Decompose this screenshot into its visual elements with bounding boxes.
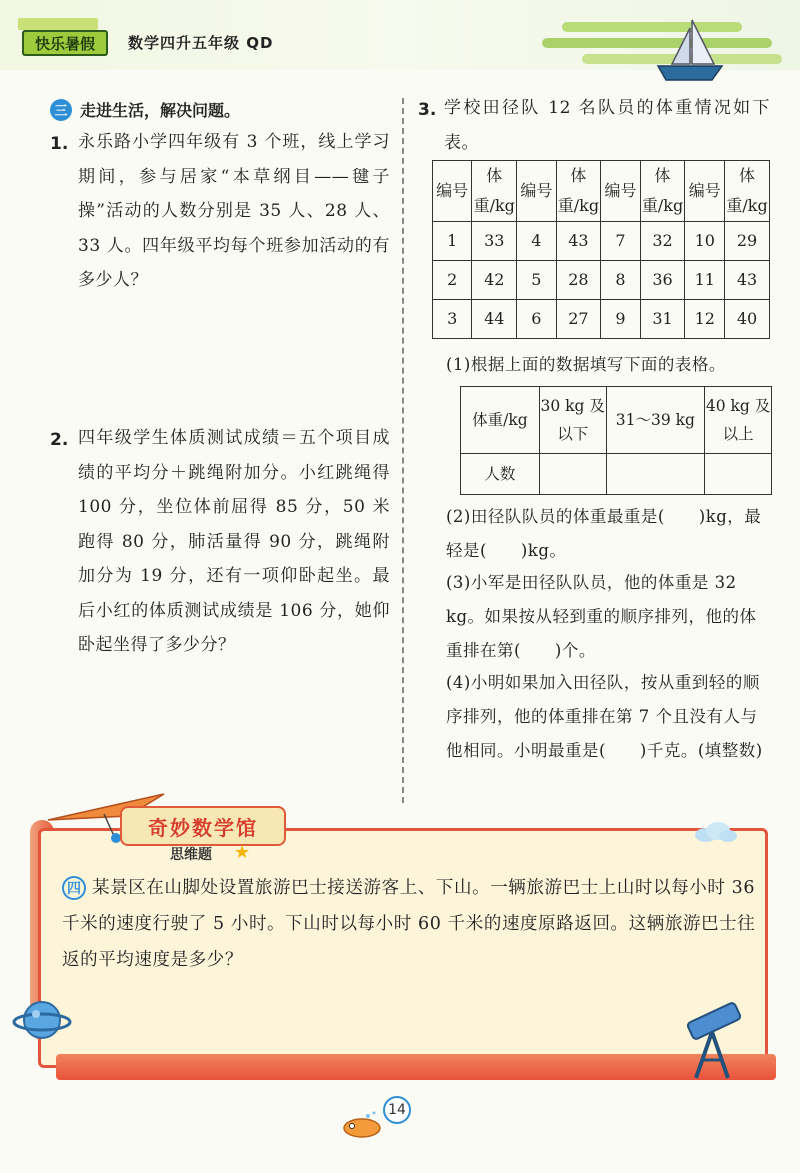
table-header-row [433,161,770,222]
weight-range-fill-table [460,386,772,495]
question-2-number: 2. [50,430,69,450]
table-row [433,222,770,261]
table-cell: 12 [685,300,725,339]
table-cell: 8 [601,261,640,300]
table-cell: 33 [472,222,517,261]
question-3-number: 3. [418,100,437,120]
table-header-cell: 编号 [601,161,640,222]
sub-question-2: (2)田径队队员的体重最重是( )kg，最轻是( )kg。 [446,507,762,560]
table-cell: 32 [640,222,685,261]
question-1-text: 永乐路小学四年级有 3 个班，线上学习期间，参与居家“本草纲目——毽子操”活动的人数分别是 35 人、28 人、33 人。四年级平均每个班参加活动的有多少人？ [78,132,390,290]
header-title: 数学四升五年级 QD [128,34,274,52]
table-header-cell: 编号 [685,161,725,222]
table-cell: 31 [640,300,685,339]
section-title: 走进生活，解决问题。 [80,101,241,120]
fill-table-row-label: 人数 [461,454,540,495]
question-3-text: 学校田径队 12 名队员的体重情况如下表。 [444,98,770,153]
submarine-fish-icon [338,1110,388,1140]
sub-question-3: (3)小军是田径队队员，他的体重是 32 kg。如果按从轻到重的顺序排列，他的体重排在第( )个。 [446,573,757,660]
question-4-text: 某景区在山脚处设置旅游巴士接送游客上、下山。一辆旅游巴士上山时以每小时 36 千米的速度行驶了 5 小时。下山时以每小时 60 千米的速度原路返回。这辆旅游巴士往返的平均速度是多少？ [62,878,756,970]
fill-table-header-row [461,387,772,454]
table-cell: 27 [556,300,601,339]
question-4-badge: 四 [62,876,86,900]
table-cell: 36 [640,261,685,300]
table-row [433,300,770,339]
table-header-cell: 体重/kg [640,161,685,222]
question-2-text: 四年级学生体质测试成绩＝五个项目成绩的平均分＋跳绳附加分。小红跳绳得 100 分，坐位体前屈得 85 分，50 米跑得 80 分，肺活量得 90 分，跳绳附加分为 19 分，还有一项仰卧起坐。最后小红的体质测试成绩是 106 分，她仰卧起坐得了多少分？ [78,428,390,655]
table-cell: 43 [556,222,601,261]
section-heading [50,98,240,121]
fill-table-blank-cell[interactable] [606,454,705,495]
fill-table-header-cell: 30 kg 及以下 [539,387,606,454]
fill-table-row [461,454,772,495]
table-cell: 28 [556,261,601,300]
header-tag: 快乐暑假 [22,30,108,56]
table-cell: 2 [433,261,472,300]
math-museum-banner: 奇妙数学馆 [120,806,286,846]
fill-table-header-cell: 31～39 kg [606,387,705,454]
thinking-question-label: 思维题 [170,847,212,863]
fill-table-blank-cell[interactable] [539,454,606,495]
header-decor-stripe [18,18,98,30]
table-cell: 43 [725,261,770,300]
sub-question-1: (1)根据上面的数据填写下面的表格。 [446,355,726,374]
fill-table-header-cell: 体重/kg [461,387,540,454]
cloud-icon [692,820,738,844]
fill-table-blank-cell[interactable] [705,454,772,495]
table-header-cell: 体重/kg [556,161,601,222]
planet-icon [12,990,72,1050]
table-cell: 10 [685,222,725,261]
table-cell: 1 [433,222,472,261]
star-icon: ★ [234,842,251,863]
weight-data-table [432,160,770,339]
table-cell: 11 [685,261,725,300]
table-header-cell: 编号 [433,161,472,222]
column-divider [402,98,404,803]
table-header-cell: 编号 [517,161,556,222]
sailboat-icon [650,16,730,86]
table-cell: 9 [601,300,640,339]
fill-table-header-cell: 40 kg 及以上 [705,387,772,454]
table-row [433,261,770,300]
table-cell: 42 [472,261,517,300]
table-cell: 44 [472,300,517,339]
page-number: 14 [383,1096,411,1124]
panel-scroll-decor-bottom [56,1054,776,1080]
telescope-icon [674,1002,750,1082]
table-cell: 5 [517,261,556,300]
table-cell: 3 [433,300,472,339]
table-cell: 6 [517,300,556,339]
table-cell: 29 [725,222,770,261]
question-1-number: 1. [50,134,69,154]
section-number-badge: 三 [50,99,72,121]
table-header-cell: 体重/kg [472,161,517,222]
table-cell: 40 [725,300,770,339]
sub-question-4: (4)小明如果加入田径队，按从重到轻的顺序排列，他的体重排在第 7 个且没有人与他相同。小明最重是( )千克。(填整数) [446,673,763,760]
table-cell: 4 [517,222,556,261]
table-header-cell: 体重/kg [725,161,770,222]
table-cell: 7 [601,222,640,261]
